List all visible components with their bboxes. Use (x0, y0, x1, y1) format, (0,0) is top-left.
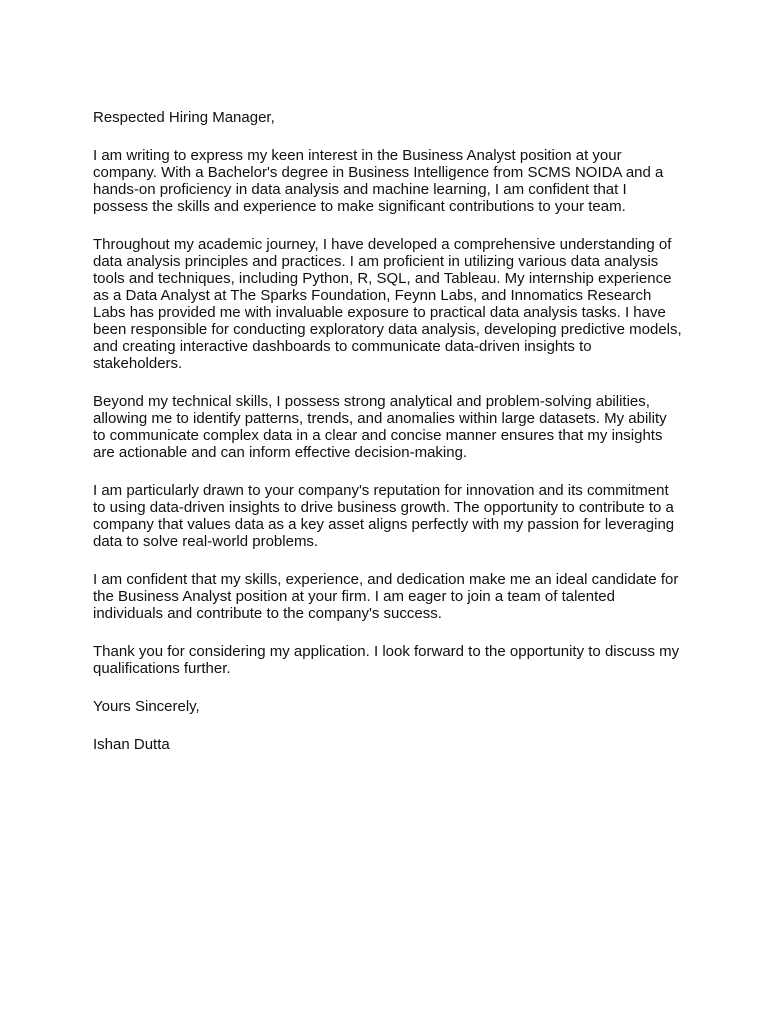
cover-letter (93, 109, 683, 774)
paragraph-academic-experience: Throughout my academic journey, I have developed a comprehensive understanding of data analysis principles and practices. I am proficient in utilizing various data analysis tools and techniques, including Python, R, SQL, and Tableau. My internship experience as a Data Analyst at The Sparks Foundation, Feynn Labs, and Innomatics Research Labs has provided me with invaluable exposure to practical data analysis tasks. I have been responsible for conducting exploratory data analysis, developing predictive models, and creating interactive dashboards to communicate data-driven insights to stakeholders. (93, 236, 682, 372)
signature-name: Ishan Dutta (93, 736, 170, 753)
paragraph-introduction: I am writing to express my keen interest in the Business Analyst position at your company. With a Bachelor's degree in Business Intelligence from SCMS NOIDA and a hands-on proficiency in data analysis and machine learning, I am confident that I possess the skills and experience to make significant contributions to your team. (93, 147, 664, 215)
paragraph-analytical-skills: Beyond my technical skills, I possess strong analytical and problem-solving abilities, allowing me to identify patterns, trends, and anomalies within large datasets. My ability to communicate complex data in a clear and concise manner ensures that my insights are actionable and can inform effective decision-making. (93, 393, 667, 461)
paragraph-company-interest: I am particularly drawn to your company's reputation for innovation and its commitment to using data-driven insights to drive business growth. The opportunity to contribute to a company that values data as a key asset aligns perfectly with my passion for leveraging data to solve real-world problems. (93, 482, 675, 550)
paragraph-thanks: Thank you for considering my application. I look forward to the opportunity to discuss my qualifications further. (93, 643, 680, 677)
salutation: Respected Hiring Manager, (93, 109, 275, 126)
closing: Yours Sincerely, (93, 698, 200, 715)
paragraph-confidence: I am confident that my skills, experience, and dedication make me an ideal candidate for the Business Analyst position at your firm. I am eager to join a team of talented individuals and contribute to the company's success. (93, 571, 679, 622)
